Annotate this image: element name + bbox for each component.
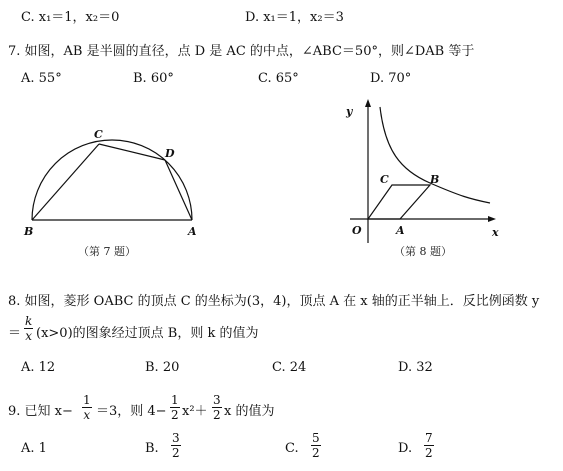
q7-option-d: D. 70° — [370, 71, 412, 86]
point-c-label: C — [94, 128, 103, 141]
q9-text-mid2: x²＋ — [182, 404, 208, 419]
q9-text-post: x 的值为 — [224, 404, 275, 419]
q9-f1-denominator: x — [83, 408, 91, 422]
q9-option-a: A. 1 — [21, 441, 47, 456]
q8-text-line2: (x>0)的图象经过顶点 B，则 k 的值为 — [36, 326, 259, 341]
q6-option-c: C. x₁＝1，x₂＝0 — [21, 10, 120, 25]
q8-option-d: D. 32 — [398, 360, 433, 375]
q8-option-b: B. 20 — [145, 360, 180, 375]
q9-option-d-label: D. — [398, 441, 413, 456]
q9-option-c-numerator: 5 — [312, 431, 320, 445]
q9-fraction-1-over-x — [82, 393, 92, 422]
x-axis-arrow — [488, 216, 496, 222]
q8-equals: ＝ — [8, 326, 22, 341]
q9-text-mid1: ＝3，则 4− — [96, 404, 167, 419]
q9-option-c-fraction — [311, 431, 321, 460]
q9-option-b-denominator: 2 — [172, 446, 180, 460]
segment-da — [165, 160, 192, 220]
q9-option-c-denominator: 2 — [312, 446, 320, 460]
rhombus-oabc — [368, 185, 430, 219]
q7-option-a: A. 55° — [21, 71, 62, 86]
q9-option-d-numerator: 7 — [425, 431, 433, 445]
q9-fraction-1-over-2 — [170, 393, 180, 422]
figure-7-semicircle — [20, 120, 220, 265]
origin-label: O — [352, 224, 362, 237]
point-c-label: C — [380, 173, 389, 186]
q9-option-b-numerator: 3 — [172, 431, 180, 445]
figure-8-caption: （第 8 题） — [394, 245, 452, 258]
point-b-label: B — [430, 173, 440, 186]
point-b-label: B — [24, 225, 34, 238]
hyperbola-curve — [380, 107, 490, 203]
q7-option-b: B. 60° — [133, 71, 174, 86]
q8-option-a: A. 12 — [21, 360, 56, 375]
y-axis-label: y — [346, 105, 353, 118]
point-d-label: D — [165, 147, 175, 160]
figure-7-caption: （第 7 题） — [78, 245, 136, 258]
q9-option-b-label: B. — [145, 441, 159, 456]
x-axis-label: x — [492, 226, 499, 239]
q9-option-d-denominator: 2 — [425, 446, 433, 460]
q9-text-pre: 9. 已知 x− — [8, 404, 73, 419]
q8-fraction-k-over-x — [24, 314, 33, 343]
point-a-label: A — [188, 225, 197, 238]
q9-option-d-fraction — [424, 431, 434, 460]
q9-fraction-3-over-2 — [212, 393, 222, 422]
q6-option-d: D. x₁＝1，x₂＝3 — [245, 10, 344, 25]
q9-f3-denominator: 2 — [213, 408, 221, 422]
figure-8-coordinate — [330, 95, 510, 265]
q8-option-c: C. 24 — [272, 360, 307, 375]
y-axis-arrow — [365, 99, 371, 107]
q9-option-c-label: C. — [285, 441, 299, 456]
q8-text-line1: 8. 如图，菱形 OABC 的顶点 C 的坐标为(3，4)，顶点 A 在 x 轴的正半轴上．反比例函数 y — [8, 294, 540, 309]
q9-f3-numerator: 3 — [213, 393, 221, 407]
q9-f2-denominator: 2 — [171, 408, 179, 422]
q8-fraction-numerator: k — [25, 314, 33, 328]
q7-text: 7. 如图，AB 是半圆的直径，点 D 是 AC 的中点，∠ABC＝50°，则∠DAB 等于 — [8, 44, 475, 59]
q9-option-b-fraction — [171, 431, 181, 460]
point-a-label: A — [396, 224, 405, 237]
q8-fraction-denominator: x — [25, 329, 33, 343]
q9-f1-numerator: 1 — [83, 393, 91, 407]
q9-f2-numerator: 1 — [171, 393, 179, 407]
q7-option-c: C. 65° — [258, 71, 299, 86]
